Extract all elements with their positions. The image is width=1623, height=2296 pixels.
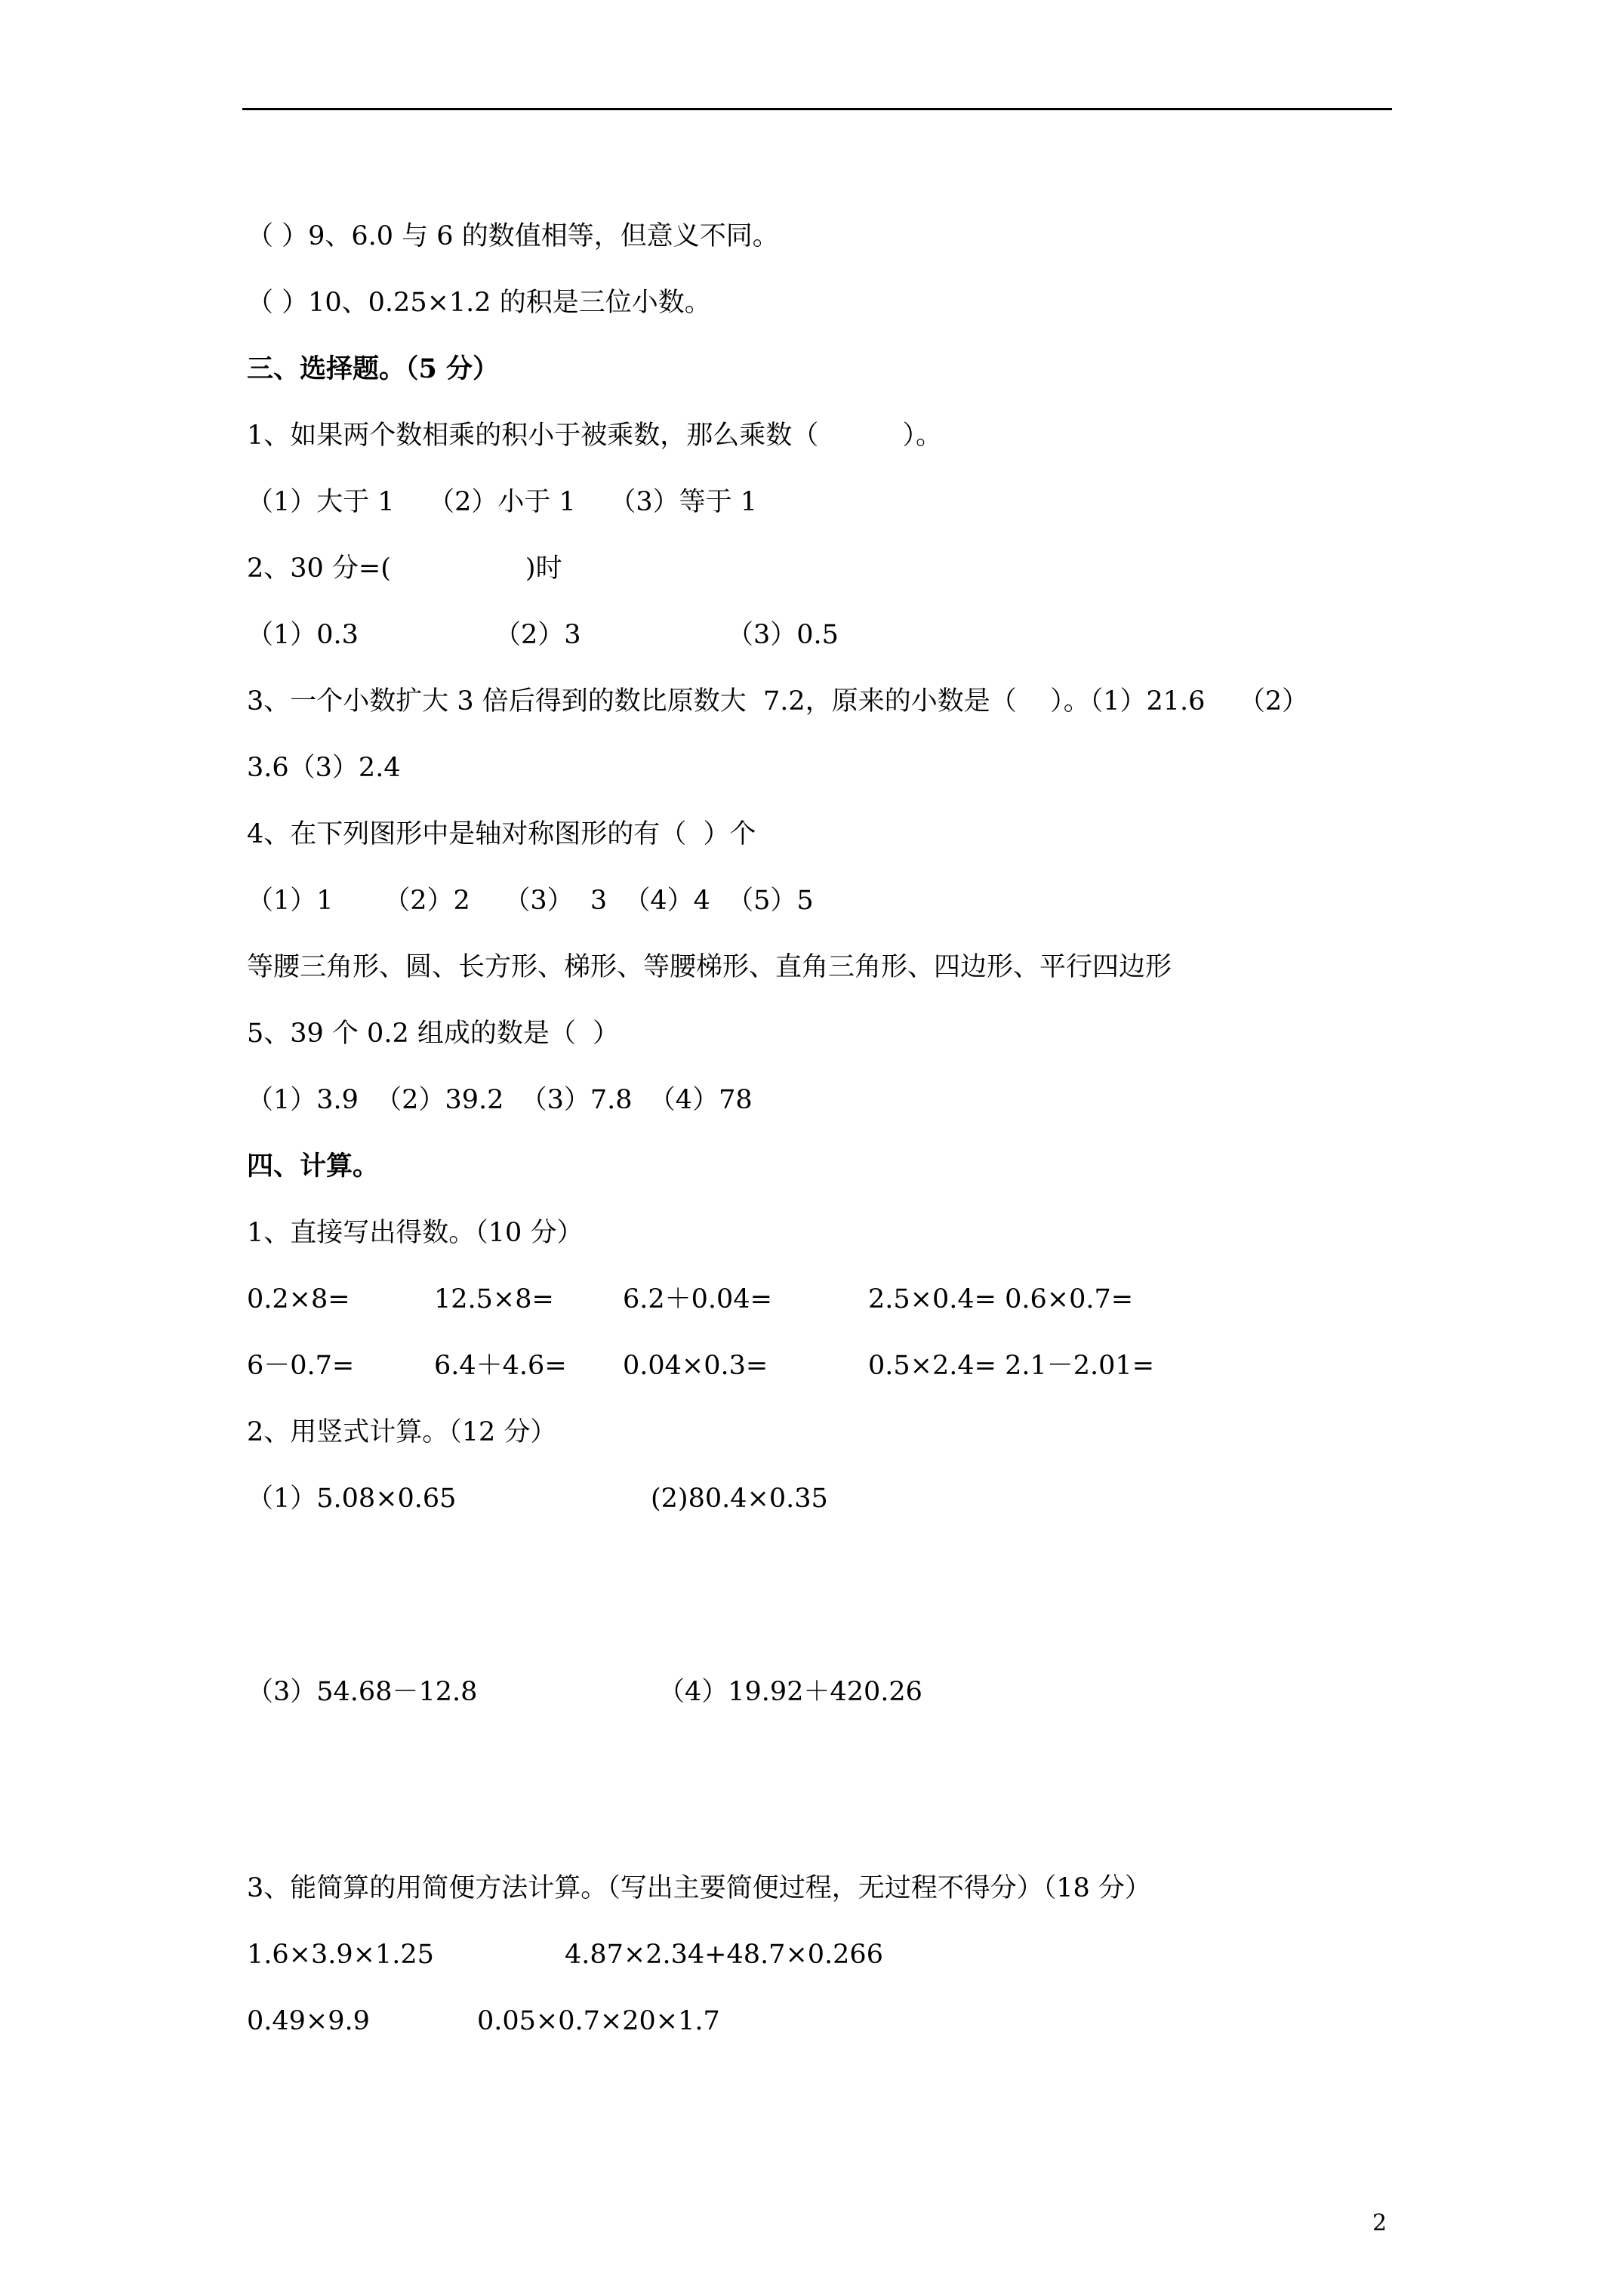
vertical-calc-item: （4）19.92＋420.26 (658, 1677, 922, 1707)
oral-calc-item: 0.04×0.3= (623, 1351, 768, 1381)
page-number: 2 (1372, 2210, 1387, 2236)
question-4-shape-list: 等腰三角形、圆、长方形、梯形、等腰梯形、直角三角形、四边形、平行四边形 (247, 952, 1172, 982)
simplify-calc-item: 0.05×0.7×20×1.7 (477, 2006, 720, 2036)
oral-calc-item: 0.2×8= (247, 1284, 350, 1314)
question-2: 2、30 分=( )时 (247, 553, 562, 584)
true-false-item-9: （ ）9、6.0 与 6 的数值相等，但意义不同。 (247, 221, 779, 251)
question-1: 1、如果两个数相乘的积小于被乘数，那么乘数（ ）。 (247, 421, 943, 451)
vertical-calc-item: （3）54.68－12.8 (247, 1677, 478, 1707)
section-4-title: 四、计算。 (247, 1151, 380, 1182)
simplify-calc-item: 0.49×9.9 (247, 2006, 370, 2036)
vertical-calc-item: (2)80.4×0.35 (651, 1484, 828, 1514)
oral-calc-item: 0.5×2.4= 2.1－2.01= (868, 1351, 1155, 1381)
oral-calc-item: 12.5×8= (434, 1284, 554, 1314)
part-2-heading: 2、用竖式计算。（12 分） (247, 1417, 557, 1447)
simplify-calc-item: 4.87×2.34+48.7×0.266 (565, 1940, 883, 1970)
section-3-title: 三、选择题。（5 分） (247, 353, 500, 384)
question-4-options: （1）1 （2）2 （3） 3 （4）4 （5）5 (247, 886, 814, 916)
question-4: 4、在下列图形中是轴对称图形的有（ ）个 (247, 819, 756, 849)
oral-calc-item: 6.4＋4.6= (434, 1351, 567, 1381)
header-rule (242, 108, 1392, 110)
question-3: 3、一个小数扩大 3 倍后得到的数比原数大 7.2，原来的小数是（ ）。（1）21.6 （2） (247, 686, 1309, 717)
vertical-calc-item: （1）5.08×0.65 (247, 1484, 457, 1514)
question-3-continued: 3.6（3）2.4 (247, 753, 401, 783)
oral-calc-item: 6.2＋0.04= (623, 1284, 772, 1314)
question-2-option-2: （2）3 (494, 620, 581, 650)
part-3-heading: 3、能简算的用简便方法计算。（写出主要简便过程，无过程不得分）（18 分） (247, 1873, 1151, 1903)
question-1-options: （1）大于 1 （2）小于 1 （3）等于 1 (247, 487, 757, 517)
part-1-heading: 1、直接写出得数。（10 分） (247, 1218, 584, 1248)
true-false-item-10: （ ）10、0.25×1.2 的积是三位小数。 (247, 288, 711, 318)
simplify-calc-item: 1.6×3.9×1.25 (247, 1940, 434, 1970)
question-5-options: （1）3.9 （2）39.2 （3）7.8 （4）78 (247, 1085, 753, 1115)
question-2-option-3: （3）0.5 (727, 620, 839, 650)
oral-calc-item: 2.5×0.4= 0.6×0.7= (868, 1284, 1134, 1314)
question-5: 5、39 个 0.2 组成的数是（ ） (247, 1019, 620, 1049)
question-2-option-1: （1）0.3 (247, 620, 359, 650)
oral-calc-item: 6－0.7= (247, 1351, 355, 1381)
